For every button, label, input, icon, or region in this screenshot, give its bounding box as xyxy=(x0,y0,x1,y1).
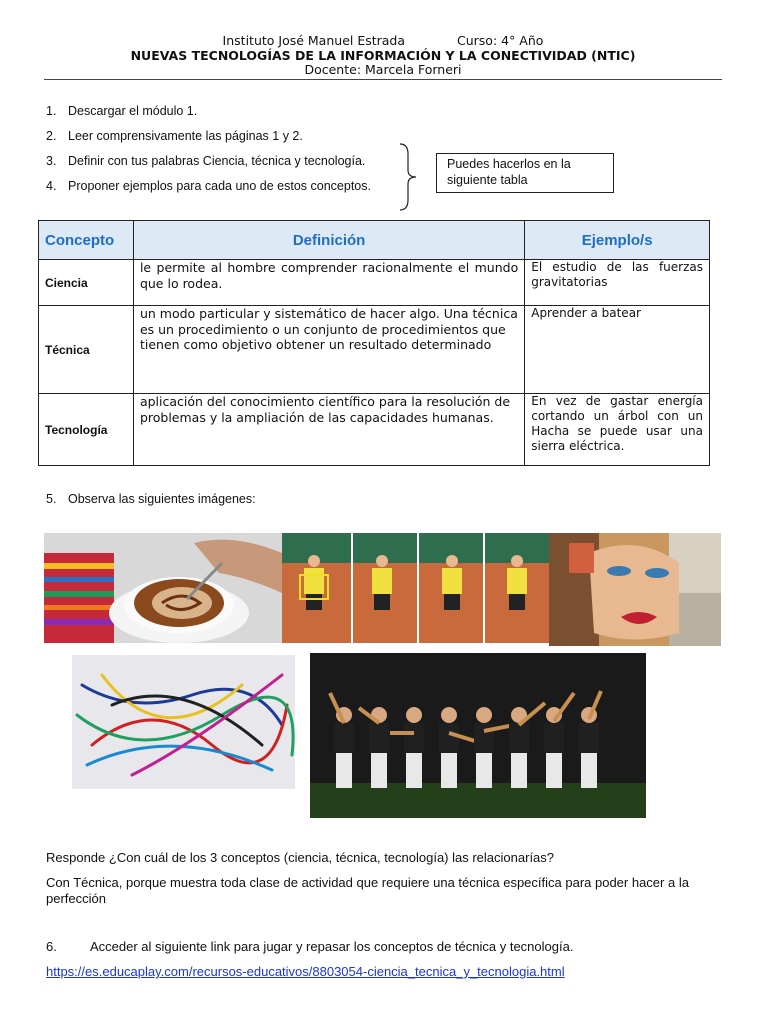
course-label: Curso: 4° Año xyxy=(457,33,544,48)
subject-title: NUEVAS TECNOLOGÍAS DE LA INFORMACIÓN Y LA CONECTIVIDAD (NTIC) xyxy=(130,47,636,63)
curly-brace-icon xyxy=(398,142,422,212)
example-cell: Aprender a batear xyxy=(525,306,710,394)
header-divider xyxy=(44,79,722,80)
note-box: Puedes hacerlos en la siguiente tabla xyxy=(436,153,614,193)
term-cell: Tecnología xyxy=(39,394,134,466)
table-header-row xyxy=(39,221,710,260)
column-header-ejemplos: Ejemplo/s xyxy=(525,221,710,260)
concepts-table xyxy=(38,220,710,466)
task-item-3: 3. Definir con tus palabras Ciencia, técnica y tecnología. xyxy=(46,154,366,168)
column-header-concepto: Concepto xyxy=(39,221,134,260)
teacher-name: Docente: Marcela Forneri xyxy=(304,62,462,77)
example-cell: El estudio de las fuerzas gravitatorias xyxy=(525,260,710,306)
tennis-sequence-image xyxy=(282,533,549,643)
definition-cell: le permite al hombre comprender racionalmente el mundo que lo rodea. xyxy=(133,260,524,306)
table-row xyxy=(39,260,710,306)
school-name: Instituto José Manuel Estrada xyxy=(222,33,406,48)
term-cell: Ciencia xyxy=(39,260,134,306)
example-cell: En vez de gastar energía cortando un árbol con un Hacha se puede usar una sierra eléctrica. xyxy=(525,394,710,466)
baseball-swing-sequence-image xyxy=(310,653,646,818)
definition-cell: aplicación del conocimiento científico para la resolución de problemas y la ampliación de las capacidades humanas. xyxy=(133,394,524,466)
answer-text: Con Técnica, porque muestra toda clase de actividad que requiere una técnica específica para poder hacer a la perfección xyxy=(46,875,689,906)
task-item-4: 4. Proponer ejemplos para cada uno de estos conceptos. xyxy=(46,179,371,193)
definition-cell: un modo particular y sistemático de hacer algo. Una técnica es un procedimiento o un conjunto de procedimientos que tienen como objetivo obtener un resultado determinado xyxy=(133,306,524,394)
table-row xyxy=(39,394,710,466)
abstract-face-painting-image xyxy=(549,533,721,646)
school-course-line xyxy=(44,34,722,49)
educaplay-link[interactable]: https://es.educaplay.com/recursos-educativos/8803054-ciencia_tecnica_y_tecnologia.html xyxy=(46,964,565,979)
task-item-2: 2. Leer comprensivamente las páginas 1 y 2. xyxy=(46,129,303,143)
table-row xyxy=(39,306,710,394)
document-header xyxy=(44,34,722,78)
task-item-5: 5. Observa las siguientes imágenes: xyxy=(46,492,256,506)
question-text: Responde ¿Con cuál de los 3 conceptos (ciencia, técnica, tecnología) las relacionarías? xyxy=(46,850,555,865)
paint-splatter-image xyxy=(72,655,295,789)
latte-art-image xyxy=(44,533,282,643)
term-cell: Técnica xyxy=(39,306,134,394)
column-header-definicion: Definición xyxy=(133,221,524,260)
task-item-6: 6. Acceder al siguiente link para jugar y repasar los conceptos de técnica y tecnología. xyxy=(46,939,574,954)
task-item-1: 1. Descargar el módulo 1. xyxy=(46,104,198,118)
